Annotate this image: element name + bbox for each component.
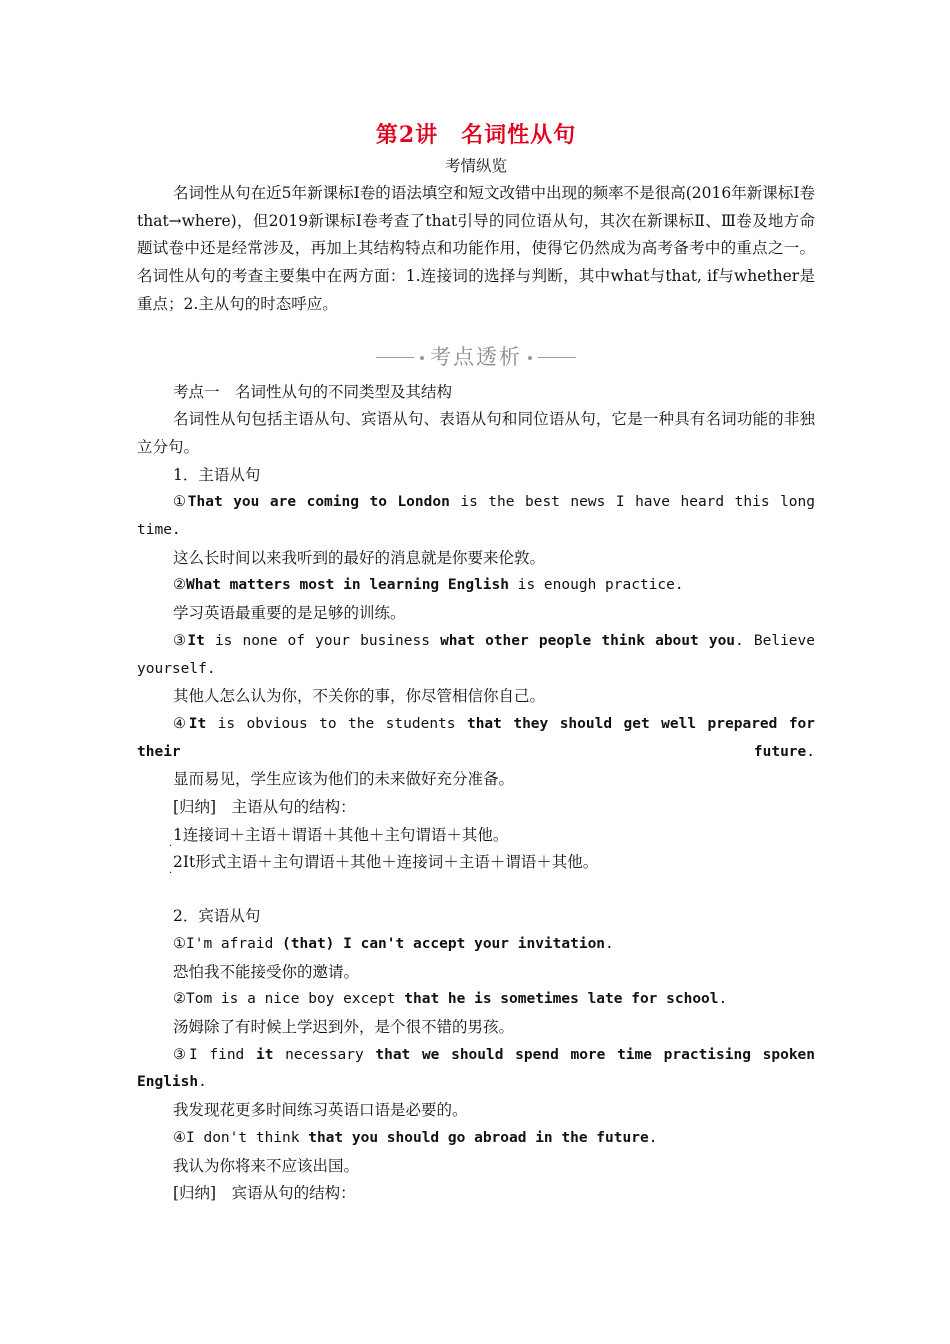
section1-description: 名词性从句包括主语从句、宾语从句、表语从句和同位语从句，它是一种具有名词功能的非独立分句。	[137, 410, 815, 456]
subject-example-3-translation: 其他人怎么认为你，不关你的事，你尽管相信你自己。	[173, 687, 546, 706]
example-rest: .	[648, 1129, 658, 1146]
subject-example-2-translation: 学习英语最重要的是足够的训练。	[173, 604, 406, 623]
example-mid: necessary	[273, 1046, 376, 1063]
spacer	[137, 877, 815, 903]
example-rest: .	[605, 935, 614, 952]
banner-line-right	[538, 357, 576, 358]
example-clause: (that) I can't accept your invitation	[282, 935, 606, 952]
example-clause: That you are coming to London	[187, 494, 450, 511]
example-rest: is the best news I have heard this long time.	[137, 494, 815, 539]
example-pre: I don't think	[186, 1129, 309, 1146]
subject-rule-2-row	[137, 849, 815, 880]
example-pre: I find	[188, 1046, 256, 1063]
object-example-2	[137, 986, 815, 1014]
example-formal-object: it	[255, 1046, 274, 1063]
object-summary-label: [归纳] 宾语从句的结构：	[173, 1184, 356, 1203]
page-title: 第2讲 名词性从句	[375, 122, 577, 148]
banner-line-left	[376, 357, 414, 358]
subject-example-2	[137, 572, 815, 600]
subject-example-1-translation: 这么长时间以来我听到的最好的消息就是你要来伦敦。	[173, 548, 546, 567]
example-number: ④	[173, 1129, 186, 1146]
example-mid: is obvious to the students	[206, 715, 467, 732]
document-content	[137, 118, 815, 1208]
emphasis-dot: ·	[169, 840, 173, 852]
subject-clause-heading: 1．主语从句	[173, 465, 261, 484]
subject-summary-label: [归纳] 主语从句的结构：	[173, 798, 356, 817]
example-formal-subject: It	[187, 632, 205, 649]
example-number: ③	[173, 632, 188, 649]
example-number: ②	[173, 577, 186, 594]
emphasis-dot: ·	[169, 868, 173, 880]
banner-text: 考点透析	[430, 344, 522, 369]
example-clause: that he is sometimes late for school	[404, 991, 719, 1008]
example-rest: .	[198, 1074, 207, 1091]
section1-heading: 考点一 名词性从句的不同类型及其结构	[173, 382, 453, 401]
section-banner	[137, 343, 815, 373]
object-clause-heading: 2．宾语从句	[173, 907, 261, 926]
example-rest: . Believe yourself.	[137, 632, 815, 677]
subject-example-4-translation: 显而易见，学生应该为他们的未来做好充分准备。	[173, 770, 515, 789]
example-formal-subject: It	[188, 715, 207, 732]
example-clause: that they should get well prepared for their future	[137, 715, 816, 760]
example-rest: .	[718, 991, 728, 1008]
subject-example-3	[137, 628, 815, 683]
subject-rule-2: 2It形式主语＋主句谓语＋其他＋连接词＋主语＋谓语＋其他。	[173, 853, 599, 872]
section-subtitle: 考情纵览	[444, 157, 507, 175]
example-number: ①	[173, 494, 188, 511]
example-clause: that we should spend more time practising spoken English	[137, 1046, 816, 1091]
example-clause: What matters most in learning English	[186, 577, 510, 594]
object-example-2-translation: 汤姆除了有时候上学迟到外，是个很不错的男孩。	[173, 1017, 515, 1036]
subject-rule-1: 1连接词＋主语＋谓语＋其他＋主句谓语＋其他。	[173, 825, 509, 844]
subject-example-1	[137, 489, 815, 544]
subject-example-4	[137, 711, 815, 766]
banner-dot-right	[528, 356, 532, 360]
example-mid: is none of your business	[204, 632, 441, 649]
banner-dot-left	[420, 356, 424, 360]
example-clause: that you should go abroad in the future	[308, 1129, 649, 1146]
example-pre: I'm afraid	[186, 935, 283, 952]
object-example-1-translation: 恐怕我不能接受你的邀请。	[173, 962, 360, 981]
intro-paragraph: 名词性从句在近5年新课标Ⅰ卷的语法填空和短文改错中出现的频率不是很高(2016年新课标Ⅰ卷that→where)，但2019新课标Ⅰ卷考查了that引导的同位语从句，其次在新课标Ⅱ、Ⅲ卷及地方命题试卷中还是经常涉及，再加上其结构特点和功能作用，使得它仍然成为高考备考中的重点之一。名词性从句的考查主要集中在两方面：1.连接词的选择与判断，其中what与that, if与whether是重点；2.主从句的时态呼应。	[137, 184, 815, 313]
example-number: ③	[173, 1046, 189, 1063]
example-rest: .	[806, 743, 815, 760]
subject-rule-1-row	[137, 822, 815, 850]
object-example-3	[137, 1042, 815, 1097]
object-example-4-translation: 我认为你将来不应该出国。	[173, 1156, 360, 1175]
example-number: ④	[173, 715, 189, 732]
example-pre: Tom is a nice boy except	[186, 991, 405, 1008]
example-clause: what other people think about you	[440, 632, 736, 649]
object-example-3-translation: 我发现花更多时间练习英语口语是必要的。	[173, 1101, 468, 1120]
example-rest: is enough practice.	[509, 577, 684, 594]
object-example-4	[137, 1125, 815, 1153]
example-number: ②	[173, 991, 186, 1008]
example-number: ①	[173, 935, 186, 952]
object-example-1	[137, 931, 815, 959]
